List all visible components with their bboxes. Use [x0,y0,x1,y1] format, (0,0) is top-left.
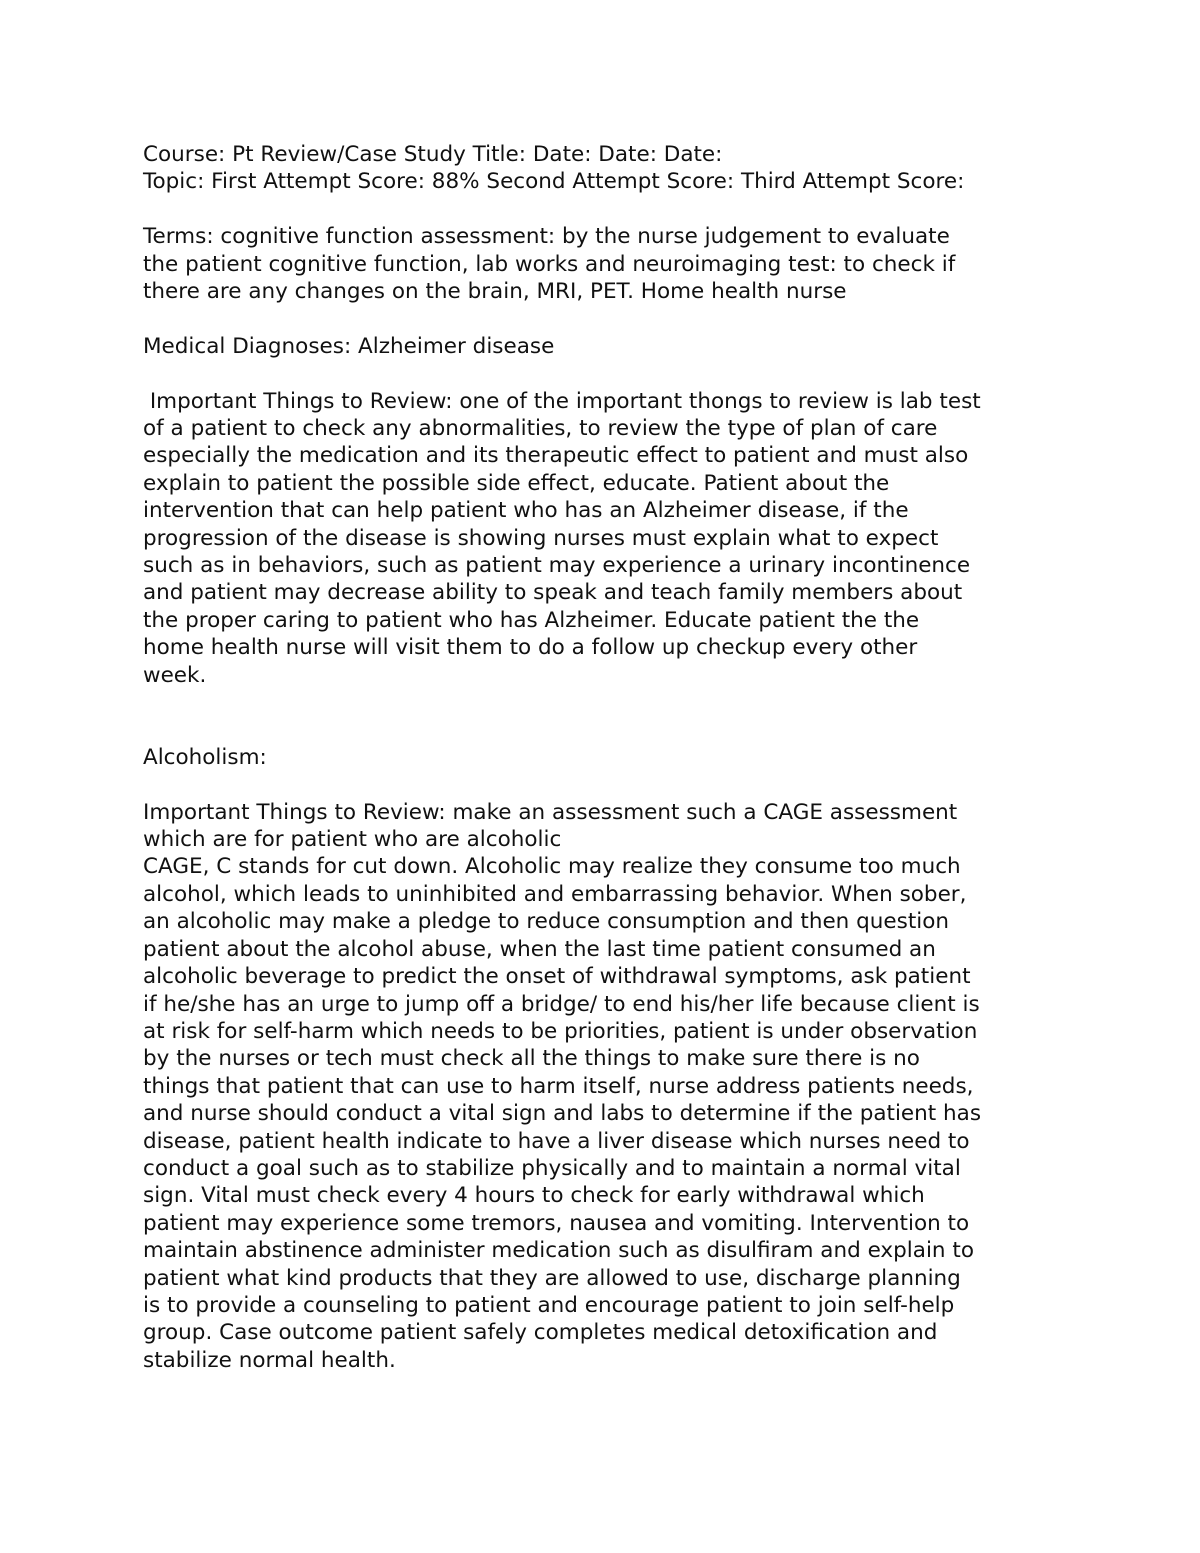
review-line: the proper caring to patient who has Alzheimer. Educate patient the the [143,607,920,633]
review-line: progression of the disease is showing nurses must explain what to expect [143,525,939,551]
header-topic-line: Topic: First Attempt Score: 88% Second Attempt Score: Third Attempt Score: [143,169,965,195]
review-line: by the nurses or tech must check all the things to make sure there is no [143,1046,920,1072]
spacer [143,771,1073,798]
spacer [143,689,1073,716]
document-body [143,141,1073,1374]
review-line: Important Things to Review: make an assessment such a CAGE assessment [143,799,958,825]
alcoholism-review-paragraph [143,799,1073,1375]
review-line: alcohol, which leads to uninhibited and embarrassing behavior. When sober, [143,881,967,907]
medical-diagnoses: Medical Diagnoses: Alzheimer disease [143,333,555,359]
review-line: and nurse should conduct a vital sign and labs to determine if the patient has [143,1101,982,1127]
review-line: week. [143,662,207,688]
review-line: disease, patient health indicate to have a liver disease which nurses need to [143,1128,970,1154]
review-line: of a patient to check any abnormalities, to review the type of plan of care [143,416,938,442]
terms-paragraph [143,223,1073,305]
alcoholism-heading: Alcoholism: [143,744,267,770]
review-line: alcoholic beverage to predict the onset of withdrawal symptoms, ask patient [143,964,971,990]
review-line: which are for patient who are alcoholic [143,827,562,853]
alzheimer-review-paragraph [143,388,1073,689]
review-line: at risk for self-harm which needs to be priorities, patient is under observation [143,1018,978,1044]
review-line: an alcoholic may make a pledge to reduce consumption and then question [143,909,950,935]
spacer [143,305,1073,332]
review-line: explain to patient the possible side effect, educate. Patient about the [143,470,890,496]
review-line: intervention that can help patient who has an Alzheimer disease, if the [143,498,909,524]
review-line: CAGE, C stands for cut down. Alcoholic may realize they consume too much [143,854,961,880]
spacer [143,716,1073,743]
header-course-line: Course: Pt Review/Case Study Title: Date: Date: Date: [143,142,723,167]
review-line: such as in behaviors, such as patient may experience a urinary incontinence [143,553,971,579]
review-line: conduct a goal such as to stabilize physically and to maintain a normal vital [143,1155,961,1181]
review-line: and patient may decrease ability to speak and teach family members about [143,580,963,606]
review-line: Important Things to Review: one of the important thongs to review is lab test [143,388,981,414]
review-line: home health nurse will visit them to do a follow up checkup every other [143,635,918,661]
spacer [143,196,1073,223]
spacer [143,360,1073,387]
review-line: things that patient that can use to harm itself, nurse address patients needs, [143,1073,974,1099]
terms-line: there are any changes on the brain, MRI, PET. Home health nurse [143,279,847,305]
review-line: sign. Vital must check every 4 hours to check for early withdrawal which [143,1183,925,1209]
review-line: patient what kind products that they are allowed to use, discharge planning [143,1265,961,1291]
review-line: if he/she has an urge to jump off a bridge/ to end his/her life because client is [143,991,980,1017]
review-line: patient about the alcohol abuse, when the last time patient consumed an [143,936,936,962]
review-line: is to provide a counseling to patient and encourage patient to join self-help [143,1292,955,1318]
review-line: patient may experience some tremors, nausea and vomiting. Intervention to [143,1210,970,1236]
review-line: maintain abstinence administer medication such as disulfiram and explain to [143,1238,974,1264]
review-line: group. Case outcome patient safely completes medical detoxification and [143,1320,938,1346]
terms-line: the patient cognitive function, lab works and neuroimaging test: to check if [143,251,956,277]
review-line: stabilize normal health. [143,1347,396,1373]
review-line: especially the medication and its therapeutic effect to patient and must also [143,443,969,469]
terms-line: Terms: cognitive function assessment: by the nurse judgement to evaluate [143,224,950,250]
